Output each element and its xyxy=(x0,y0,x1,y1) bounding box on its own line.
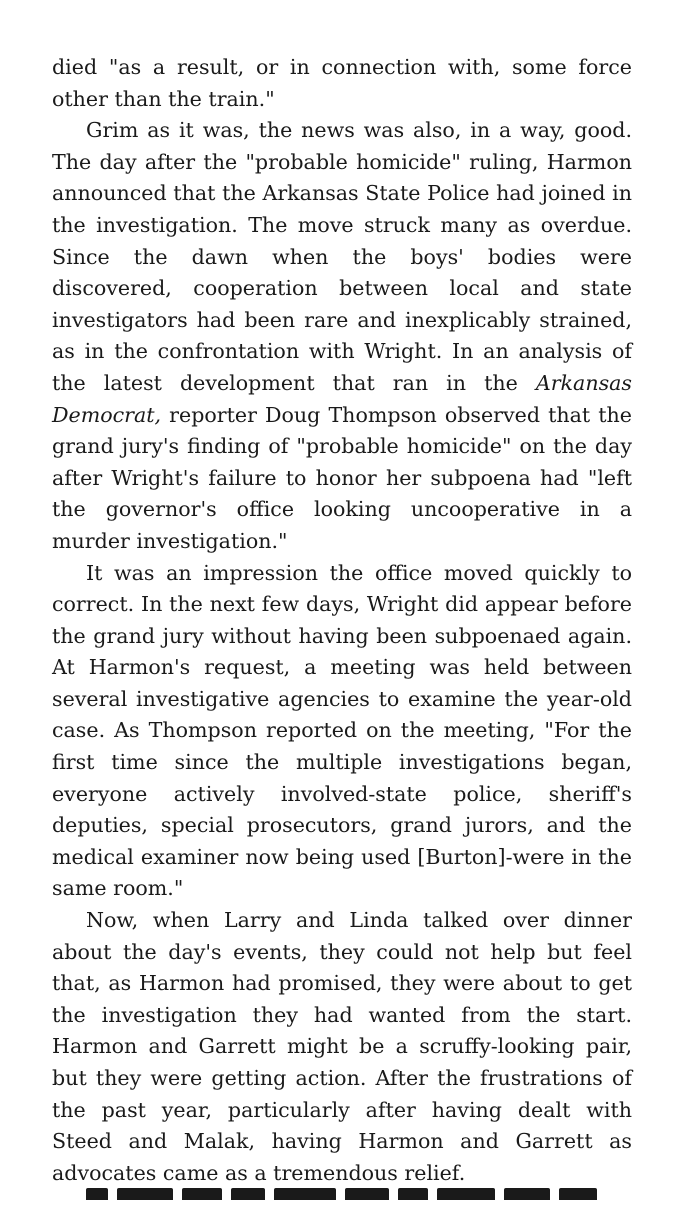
paragraph-4-text: Now, when Larry and Linda talked over dinner about the day's events, they could not help but feel that, as Harmon had promised, they were about to get the investigation they had wanted from the start. Harmon and Garrett might be a scruffy-looking pair, but they were getting action. After the frustrations of the past year, particularly after having dealt with Steed and Malak, having Harmon and Garrett as advocates came as a tremendous relief. xyxy=(52,908,632,1185)
paragraph-2 xyxy=(52,115,632,557)
page-text xyxy=(52,52,632,1189)
cut-off-next-line xyxy=(52,1188,632,1208)
paragraph-2-text-b: reporter Doug Thompson observed that the grand jury's finding of "probable homicide" on the day after Wright's failure to honor her subpoena had "left the governor's office looking uncooperative in a murder investigation." xyxy=(52,402,632,553)
paragraph-3 xyxy=(52,558,632,906)
cut-off-line-glyphs xyxy=(86,1188,597,1200)
paragraph-1-text: died "as a result, or in connection with, some force other than the train." xyxy=(52,55,632,111)
paragraph-2-text-a: Grim as it was, the news was also, in a way, good. The day after the "probable homicide" ruling, Harmon announced that the Arkansas State Police had joined in the investigation. The move struck many as overdue. Since the dawn when the boys' bodies were discovered, cooperation between local and state investigators had been rare and inexplicably strained, as in the confrontation with Wright. In an analysis of the latest development that ran in the xyxy=(52,118,632,395)
paragraph-3-text: It was an impression the office moved quickly to correct. In the next few days, Wright did appear before the grand jury without having been subpoenaed again. At Harmon's request, a meeting was held between several investigative agencies to examine the year-old case. As Thompson reported on the meeting, "For the first time since the multiple investigations began, everyone actively involved-state police, sheriff's deputies, special prosecutors, grand jurors, and the medical examiner now being used [Burton]-were in the same room." xyxy=(52,560,632,901)
paragraph-1 xyxy=(52,52,632,115)
publication-title: Arkansas Democrat, xyxy=(52,370,632,427)
paragraph-4 xyxy=(52,905,632,1189)
